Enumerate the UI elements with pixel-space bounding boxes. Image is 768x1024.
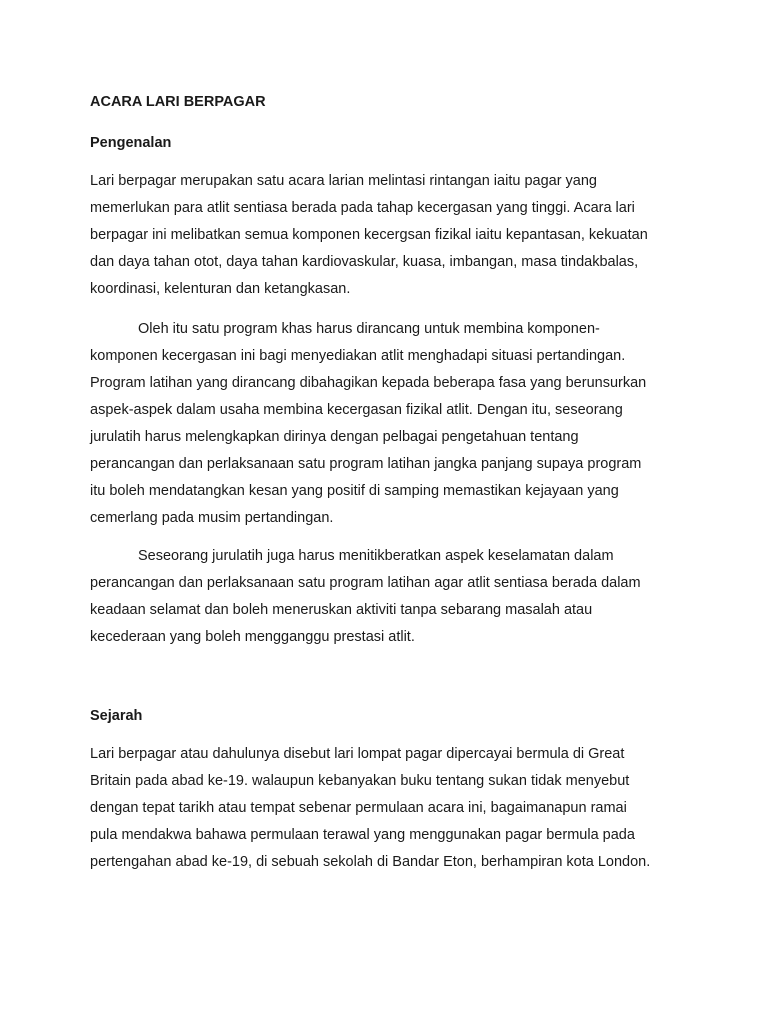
paragraph-line: pula mendakwa bahawa permulaan terawal yang menggunakan pagar bermula pada: [90, 827, 635, 843]
document-title: ACARA LARI BERPAGAR: [90, 94, 266, 110]
paragraph-line: dan daya tahan otot, daya tahan kardiovaskular, kuasa, imbangan, masa tindakbalas,: [90, 254, 639, 270]
paragraph-line: komponen kecergasan ini bagi menyediakan atlit menghadapi situasi pertandingan.: [90, 348, 626, 364]
paragraph-line: Lari berpagar atau dahulunya disebut lari lompat pagar dipercayai bermula di Great: [90, 746, 625, 762]
paragraph-line: itu boleh mendatangkan kesan yang positif di samping memastikan kejayaan yang: [90, 483, 619, 499]
paragraph-intro-3: [90, 543, 690, 651]
paragraph-line: pertengahan abad ke-19, di sebuah sekolah di Bandar Eton, berhampiran kota London.: [90, 854, 651, 870]
paragraph-intro-2: [90, 316, 690, 532]
paragraph-line: perancangan dan perlaksanaan satu program latihan agar atlit sentiasa berada dalam: [90, 575, 641, 591]
paragraph-line: dengan tepat tarikh atau tempat sebenar permulaan acara ini, bagaimanapun ramai: [90, 800, 627, 816]
section-heading-sejarah: Sejarah: [90, 708, 143, 724]
paragraph-intro-1: [90, 168, 690, 303]
paragraph-line: jurulatih harus melengkapkan dirinya dengan pelbagai pengetahuan tentang: [90, 429, 579, 445]
paragraph-line: koordinasi, kelenturan dan ketangkasan.: [90, 281, 351, 297]
paragraph-line: keadaan selamat dan boleh meneruskan aktiviti tanpa sebarang masalah atau: [90, 602, 593, 618]
paragraph-line: memerlukan para atlit sentiasa berada pada tahap kecergasan yang tinggi. Acara lari: [90, 200, 635, 216]
paragraph-line: berpagar ini melibatkan semua komponen kecergsan fizikal iaitu kepantasan, kekuatan: [90, 227, 648, 243]
paragraph-line: Britain pada abad ke-19. walaupun kebanyakan buku tentang sukan tidak menyebut: [90, 773, 630, 789]
paragraph-line: Oleh itu satu program khas harus dirancang untuk membina komponen-: [138, 321, 600, 337]
section-heading-pengenalan: Pengenalan: [90, 135, 172, 151]
paragraph-line: Program latihan yang dirancang dibahagikan kepada beberapa fasa yang berunsurkan: [90, 375, 647, 391]
paragraph-line: perancangan dan perlaksanaan satu program latihan jangka panjang supaya program: [90, 456, 642, 472]
paragraph-line: Lari berpagar merupakan satu acara larian melintasi rintangan iaitu pagar yang: [90, 173, 597, 189]
paragraph-line: kecederaan yang boleh mengganggu prestasi atlit.: [90, 629, 415, 645]
paragraph-line: aspek-aspek dalam usaha membina kecergasan fizikal atlit. Dengan itu, seseorang: [90, 402, 623, 418]
paragraph-line: cemerlang pada musim pertandingan.: [90, 510, 334, 526]
paragraph-line: Seseorang jurulatih juga harus menitikberatkan aspek keselamatan dalam: [138, 548, 614, 564]
paragraph-sejarah-1: [90, 741, 690, 876]
